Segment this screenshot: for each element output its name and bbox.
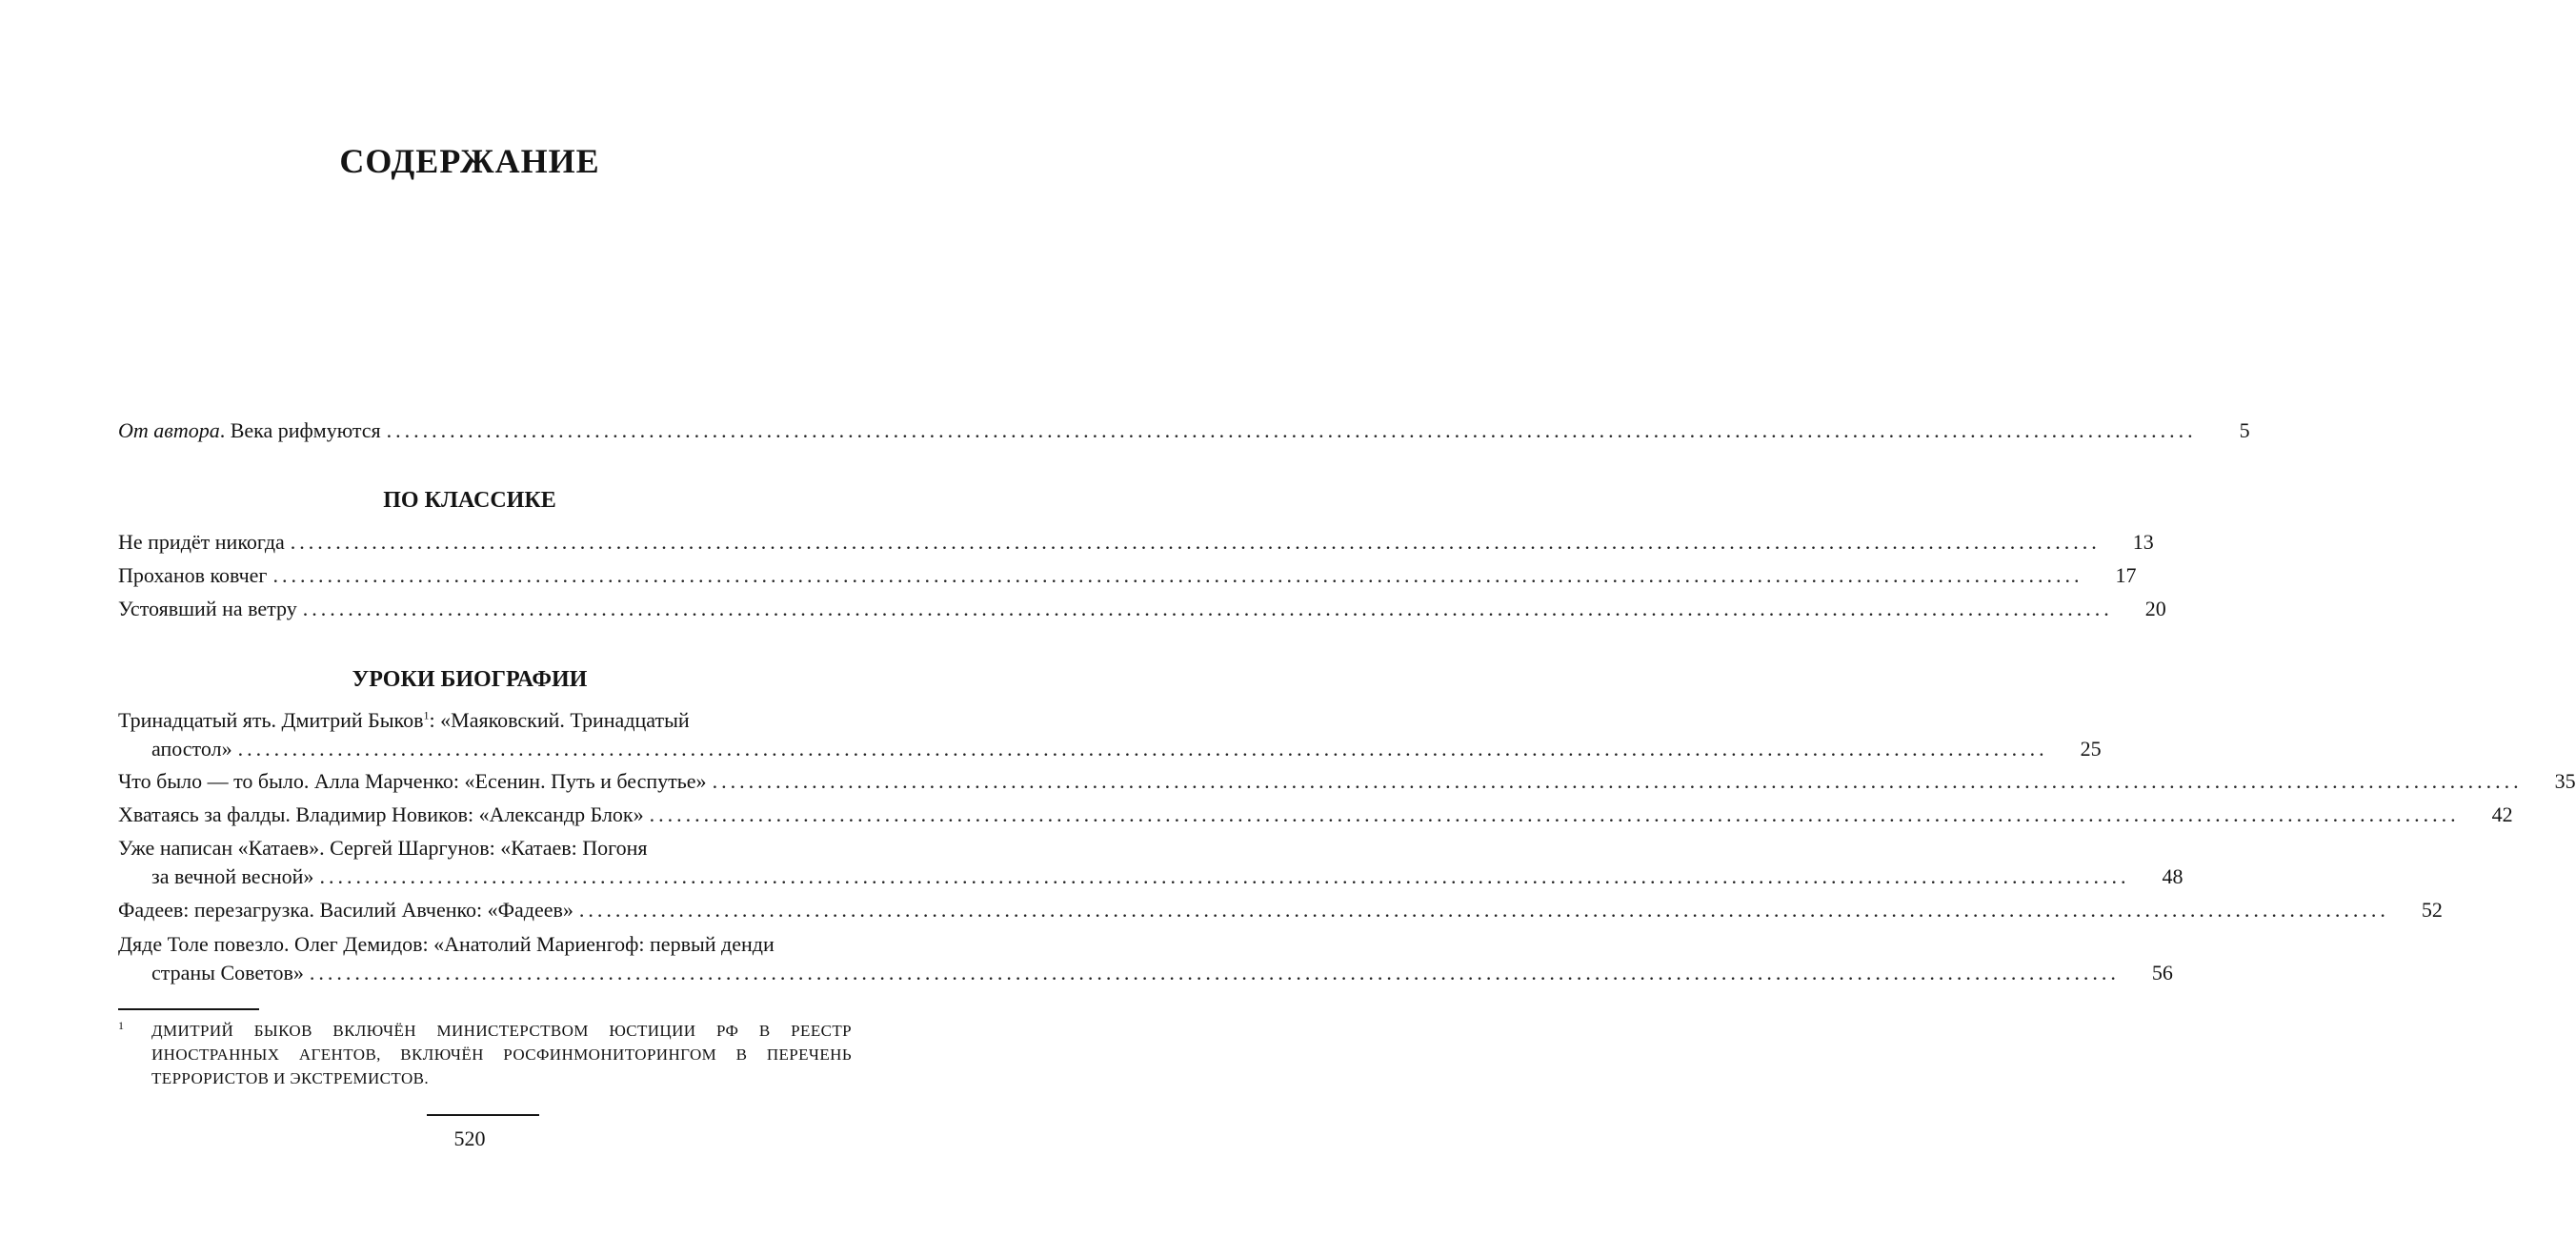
toc-page-number: 25	[2080, 737, 2102, 761]
toc-page-number: 17	[2115, 563, 2137, 587]
toc-page-number: 52	[2421, 898, 2443, 922]
toc-entry-title: Проханов ковчег	[118, 563, 268, 587]
footnote	[118, 1019, 852, 1090]
dot-leader: ........................................................................................................................................................................................................	[649, 802, 2460, 826]
toc-entry[interactable]	[118, 801, 2513, 829]
toc-entry[interactable]	[118, 561, 2137, 590]
preface-title: . Века рифмуются	[219, 418, 381, 442]
toc-entry[interactable]	[118, 767, 2576, 796]
page-number: 520	[453, 1126, 486, 1150]
toc-entry-title: Устоявший на ветру	[118, 597, 297, 620]
toc-entry[interactable]	[118, 834, 2184, 891]
toc-page-number: 56	[2151, 961, 2173, 984]
toc-entry-title-continued: за вечной весной»	[151, 864, 314, 888]
toc-page-number: 48	[2162, 864, 2184, 888]
dot-leader: ........................................................................................................................................................................................................	[237, 737, 2048, 761]
dot-leader: ........................................................................................................................................................................................................	[319, 864, 2130, 888]
toc-entry-title: Уже написан «Катаев». Сергей Шаргунов: «Катаев: Погоня	[118, 836, 648, 860]
page-title: СОДЕРЖАНИЕ	[339, 142, 600, 180]
toc-page-number: 5	[2239, 418, 2250, 442]
dot-leader: ........................................................................................................................................................................................................	[272, 563, 2083, 587]
section-heading-biography: УРОКИ БИОГРАФИИ	[352, 667, 588, 692]
dot-leader: ........................................................................................................................................................................................................	[302, 597, 2113, 620]
toc-entry-title: Фадеев: перезагрузка. Василий Авченко: «Фадеев»	[118, 898, 574, 922]
toc-page-number: 42	[2491, 802, 2513, 826]
toc-entry[interactable]	[118, 896, 2443, 924]
toc-entry-title: Не придёт никогда	[118, 530, 285, 554]
toc-entry-title-continued: страны Советов»	[151, 961, 304, 984]
dot-leader: ........................................................................................................................................................................................................	[578, 898, 2389, 922]
toc-entry[interactable]	[118, 706, 2102, 763]
section-heading-classics: ПО КЛАССИКЕ	[383, 488, 556, 513]
toc-entry[interactable]	[118, 595, 2166, 623]
footnote-text: ДМИТРИЙ БЫКОВ ВКЛЮЧЁН МИНИСТЕРСТВОМ ЮСТИЦИИ РФ В РЕЕСТР ИНОСТРАННЫХ АГЕНТОВ, ВКЛЮЧЁН РОСФИНМОНИТОРИНГОМ В ПЕРЕЧЕНЬ ТЕРРОРИСТОВ И ЭКСТРЕМИСТОВ.	[151, 1022, 852, 1087]
toc-page-number: 20	[2144, 597, 2166, 620]
toc-page-number: 13	[2132, 530, 2154, 554]
footnote-divider	[118, 1008, 259, 1010]
page-number-divider	[427, 1114, 539, 1116]
footnote-reference[interactable]: 1	[423, 708, 430, 722]
toc-entry-title: Дяде Толе повезло. Олег Демидов: «Анатолий Мариенгоф: первый денди	[118, 932, 775, 956]
toc-entry[interactable]	[118, 930, 2173, 987]
dot-leader: ........................................................................................................................................................................................................	[712, 769, 2523, 793]
preface-italic: От автора	[118, 418, 220, 442]
toc-entry-title-continued: апостол»	[151, 737, 232, 761]
toc-entry-title	[118, 416, 381, 445]
toc-entry[interactable]	[118, 528, 2154, 557]
dot-leader: ........................................................................................................................................................................................................	[309, 961, 2120, 984]
toc-entry-title: Тринадцатый ять. Дмитрий Быков$^1$: «Маяковский. Тринадцатый	[118, 708, 690, 732]
toc-page-number: 35	[2554, 769, 2576, 793]
dot-leader: ........................................................................................................................................................................................................	[386, 418, 2197, 442]
toc-entry-preface[interactable]	[118, 416, 2250, 445]
toc-entry-title: Что было — то было. Алла Марченко: «Есенин. Путь и беспутье»	[118, 769, 707, 793]
toc-entry-title: Хватаясь за фалды. Владимир Новиков: «Александр Блок»	[118, 802, 644, 826]
footnote-mark: 1	[118, 1019, 125, 1032]
dot-leader: ........................................................................................................................................................................................................	[290, 530, 2101, 554]
